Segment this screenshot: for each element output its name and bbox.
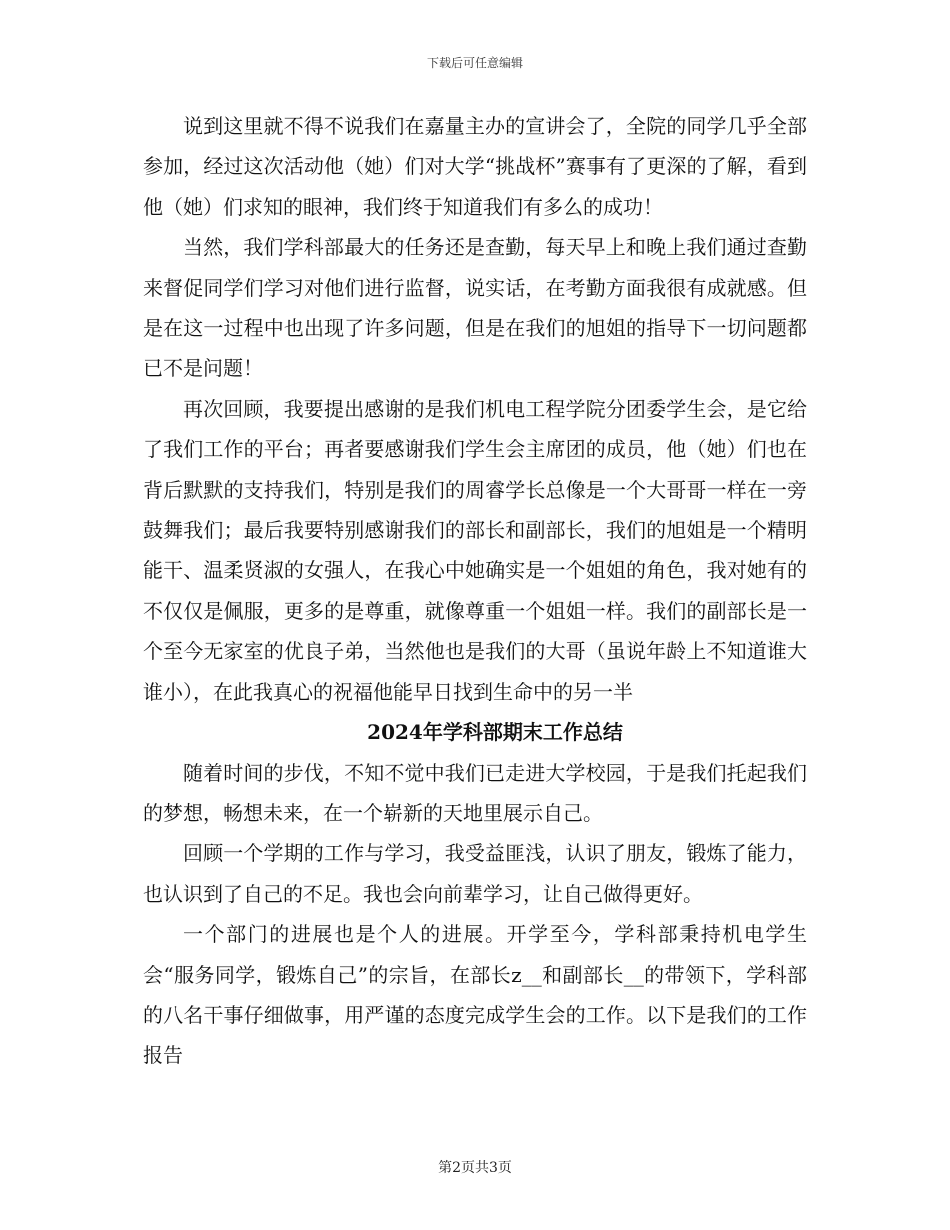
section-title: 2024年学科部期末工作总结	[367, 720, 623, 745]
paragraph: 当然，我们学科部最大的任务还是查勤，每天早上和晚上我们通过查勤来督促同学们学习对他们进行监督，说实话，在考勤方面我很有成就感。但是在这一过程中也出现了许多问题，但是在我们的旭姐的指导下一切问题都已不是问题！	[143, 235, 807, 381]
document-body	[143, 106, 807, 1076]
paragraph: 随着时间的步伐，不知不觉中我们已走进大学校园，于是我们托起我们的梦想，畅想未来，在一个崭新的天地里展示自己。	[143, 760, 807, 825]
paragraph: 说到这里就不得不说我们在嘉量主办的宣讲会了，全院的同学几乎全部参加，经过这次活动他（她）们对大学“挑战杯”赛事有了更深的了解，看到他（她）们求知的眼神，我们终于知道我们有多么的成功！	[143, 114, 807, 219]
paragraph: 一个部门的进展也是个人的进展。开学至今，学科部秉持机电学生会“服务同学，锻炼自己”的宗旨，在部长z__和副部长__的带领下，学科部的八名干事仔细做事，用严谨的态度完成学生会的工作。以下是我们的工作报告	[143, 922, 807, 1068]
paragraph: 回顾一个学期的工作与学习，我受益匪浅，认识了朋友，锻炼了能力，也认识到了自己的不足。我也会向前辈学习，让自己做得更好。	[143, 841, 807, 906]
header-note: 下载后可任意编辑	[426, 56, 523, 70]
page-number: 第2页共3页	[438, 1160, 512, 1176]
paragraph: 再次回顾，我要提出感谢的是我们机电工程学院分团委学生会，是它给了我们工作的平台；再者要感谢我们学生会主席团的成员，他（她）们也在背后默默的支持我们，特别是我们的周睿学长总像是一个大哥哥一样在一旁鼓舞我们；最后我要特别感谢我们的部长和副部长，我们的旭姐是一个精明能干、温柔贤淑的女强人，在我心中她确实是一个姐姐的角色，我对她有的不仅仅是佩服，更多的是尊重，就像尊重一个姐姐一样。我们的副部长是一个至今无家室的优良子弟，当然他也是我们的大哥（虽说年龄上不知道谁大谁小），在此我真心的祝福他能早日找到生命中的另一半	[143, 396, 807, 704]
